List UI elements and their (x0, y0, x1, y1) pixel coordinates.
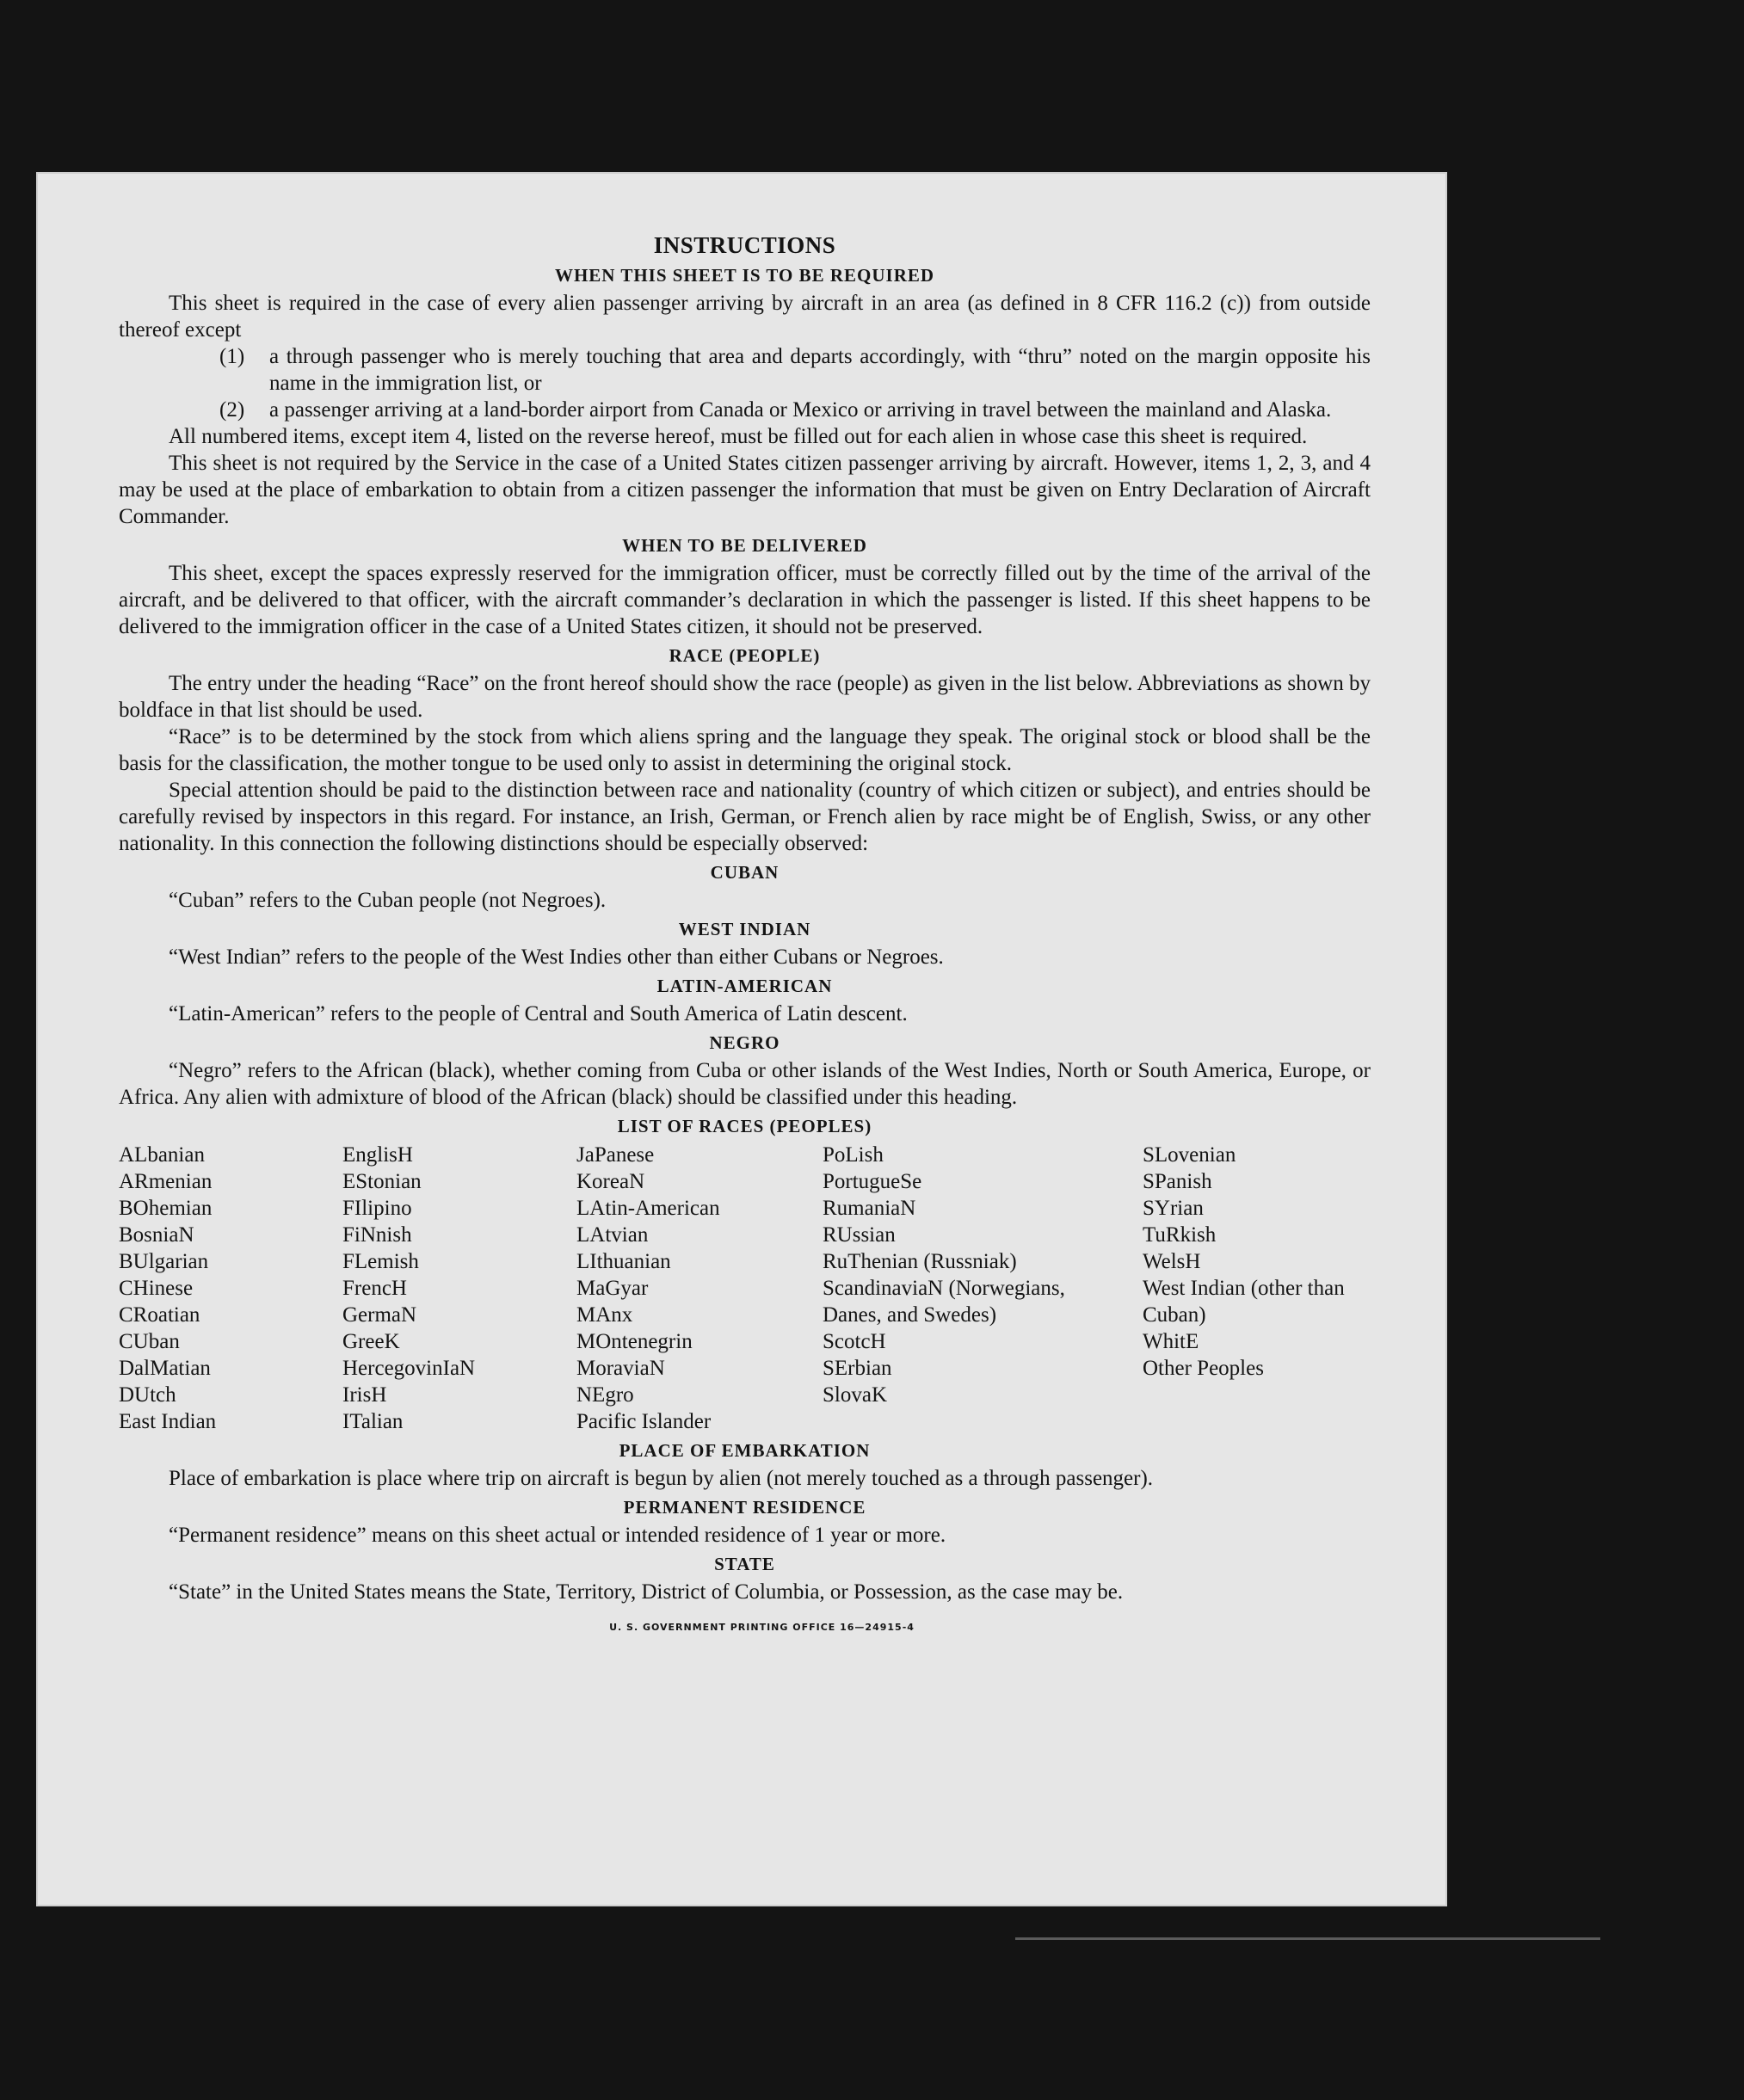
paragraph-race-distinction: Special attention should be paid to the distinction between race and nationality (country of which citizen or subject), and entries should be carefully revised by inspectors in this regard. For instance, an Irish, German, or French alien by race might be of English, Swiss, or any other nationality. In this connection the following distinctions should be especially observed: (119, 779, 1371, 855)
item-number: (1) (219, 345, 245, 368)
scan-edge-line (1015, 1937, 1600, 1940)
race-item: FLemish (342, 1250, 419, 1273)
race-item: PoLish (823, 1143, 884, 1167)
race-item: HercegovinIaN (342, 1357, 476, 1380)
race-list (119, 1142, 1371, 1435)
paragraph-cuban: “Cuban” refers to the Cuban people (not Negroes). (169, 889, 607, 912)
race-item: BosniaN (119, 1223, 194, 1247)
item-text: a through passenger who is merely touching that area and departs accordingly, with “thru” noted on the margin opposite his name in the immigration list, or (269, 345, 1371, 395)
item-text: a passenger arriving at a land-border airport from Canada or Mexico or arriving in travel between the mainland and Alaska. (269, 398, 1332, 422)
race-item: LAtin-American (576, 1197, 720, 1220)
race-item: ALbanian (119, 1143, 205, 1167)
race-item: DUtch (119, 1383, 176, 1407)
heading-list-of-races: LIST OF RACES (PEOPLES) (617, 1116, 872, 1136)
race-item: JaPanese (576, 1143, 655, 1167)
paragraph-delivered: This sheet, except the spaces expressly reserved for the immigration officer, must be correctly filled out by the time of the arrival of the aircraft, and be delivered to that officer, with the aircraft commander’s declaration in which the passenger is listed. If this sheet happens to be delivered to the immigration officer in the case of a United States citizen, it should not be preserved. (119, 562, 1371, 638)
race-item: LIthuanian (576, 1250, 671, 1273)
race-item: BOhemian (119, 1197, 213, 1220)
race-item: FIlipino (342, 1197, 412, 1220)
heading-cuban: CUBAN (710, 862, 780, 883)
race-item: CRoatian (119, 1303, 200, 1327)
paragraph-negro: “Negro” refers to the African (black), whether coming from Cuba or other islands of the West Indies, North or South America, Europe, or Africa. Any alien with admixture of blood of the African (black) should be classified under this heading. (119, 1059, 1371, 1109)
race-item: GreeK (342, 1330, 400, 1353)
heading-negro: NEGRO (709, 1032, 780, 1053)
race-item: MOntenegrin (576, 1330, 693, 1353)
race-item: RuThenian (Russniak) (823, 1250, 1017, 1273)
paragraph-race-stock: “Race” is to be determined by the stock from which aliens spring and the language they speak. The original stock or blood shall be the basis for the classification, the mother tongue to be used only to assist in determining the original stock. (119, 725, 1371, 775)
race-item: MaGyar (576, 1277, 649, 1300)
paragraph-west-indian: “West Indian” refers to the people of the West Indies other than either Cubans or Negroes. (169, 945, 944, 969)
race-item: PortugueSe (823, 1170, 922, 1193)
race-item: ScotcH (823, 1330, 886, 1353)
heading-place-of-embarkation: PLACE OF EMBARKATION (619, 1440, 871, 1461)
heading-west-indian: WEST INDIAN (678, 919, 811, 939)
race-item: RUssian (823, 1223, 896, 1247)
race-item: ScandinaviaN (Norwegians, Danes, and Swedes) (823, 1277, 1065, 1327)
race-item: Other Peoples (1143, 1357, 1264, 1380)
race-column-5 (1143, 1142, 1371, 1435)
race-item: CHinese (119, 1277, 194, 1300)
paragraph-permanent-residence: “Permanent residence” means on this sheet actual or intended residence of 1 year or more. (169, 1524, 946, 1547)
heading-when-delivered: WHEN TO BE DELIVERED (622, 535, 867, 556)
race-column-1 (119, 1142, 342, 1435)
race-item: NEgro (576, 1383, 634, 1407)
paragraph-embarkation: Place of embarkation is place where trip on aircraft is begun by alien (not merely touched as a through passenger). (169, 1467, 1154, 1490)
race-item: CUban (119, 1330, 180, 1353)
race-item: GermaN (342, 1303, 417, 1327)
race-item: SlovaK (823, 1383, 887, 1407)
race-item: BUlgarian (119, 1250, 209, 1273)
race-item: ARmenian (119, 1170, 213, 1193)
race-item: FiNnish (342, 1223, 412, 1247)
race-item: DalMatian (119, 1357, 211, 1380)
heading-latin-american: LATIN-AMERICAN (656, 976, 833, 996)
race-item: IrisH (342, 1383, 387, 1407)
heading-permanent-residence: PERMANENT RESIDENCE (623, 1497, 866, 1518)
exception-item-1 (119, 343, 1371, 397)
exception-item-2 (119, 397, 1371, 423)
race-item: SPanish (1143, 1170, 1212, 1193)
race-item: KoreaN (576, 1170, 645, 1193)
race-item: East Indian (119, 1410, 217, 1433)
race-item: RumaniaN (823, 1197, 916, 1220)
race-item: WelsH (1143, 1250, 1201, 1273)
race-item: ITalian (342, 1410, 404, 1433)
race-item: SYrian (1143, 1197, 1204, 1220)
page-title: INSTRUCTIONS (653, 232, 836, 258)
heading-race: RACE (PEOPLE) (669, 645, 821, 666)
race-item: FrencH (342, 1277, 407, 1300)
race-item: WhitE (1143, 1330, 1199, 1353)
heading-state: STATE (714, 1554, 775, 1574)
paragraph-citizen: This sheet is not required by the Service in the case of a United States citizen passenger arriving by aircraft. However, items 1, 2, 3, and 4 may be used at the place of embarkation to obtain from a citizen passenger the information that must be given on Entry Declaration of Aircraft Commander. (119, 452, 1371, 528)
item-number: (2) (219, 398, 245, 422)
paragraph-race-entry: The entry under the heading “Race” on the front hereof should show the race (people) as given in the list below. Abbreviations as shown by boldface in that list should be used. (119, 672, 1371, 722)
heading-when-required: WHEN THIS SHEET IS TO BE REQUIRED (554, 265, 935, 286)
instructions-body (119, 232, 1371, 1641)
printing-office-footer: U. S. GOVERNMENT PRINTING OFFICE 16—24915-4 (609, 1622, 915, 1633)
paragraph-state: “State” in the United States means the State, Territory, District of Columbia, or Possession, as the case may be. (169, 1580, 1124, 1604)
race-item: Pacific Islander (576, 1410, 712, 1433)
race-item: SErbian (823, 1357, 892, 1380)
race-item: TuRkish (1143, 1223, 1217, 1247)
document-sheet (36, 172, 1447, 1906)
race-column-2 (342, 1142, 576, 1435)
paragraph-required-intro: This sheet is required in the case of every alien passenger arriving by aircraft in an area (as defined in 8 CFR 116.2 (c)) from outside thereof except (119, 292, 1371, 342)
race-item: EnglisH (342, 1143, 413, 1167)
race-item: LAtvian (576, 1223, 649, 1247)
paragraph-numbered-items: All numbered items, except item 4, listed on the reverse hereof, must be filled out for each alien in whose case this sheet is required. (169, 425, 1308, 448)
race-column-4 (823, 1142, 1143, 1435)
race-item: MAnx (576, 1303, 633, 1327)
race-item: MoraviaN (576, 1357, 665, 1380)
paragraph-latin-american: “Latin-American” refers to the people of Central and South America of Latin descent. (169, 1002, 908, 1025)
race-item: SLovenian (1143, 1143, 1236, 1167)
race-column-3 (576, 1142, 823, 1435)
race-item: EStonian (342, 1170, 422, 1193)
race-item: West Indian (other than Cuban) (1143, 1277, 1345, 1327)
